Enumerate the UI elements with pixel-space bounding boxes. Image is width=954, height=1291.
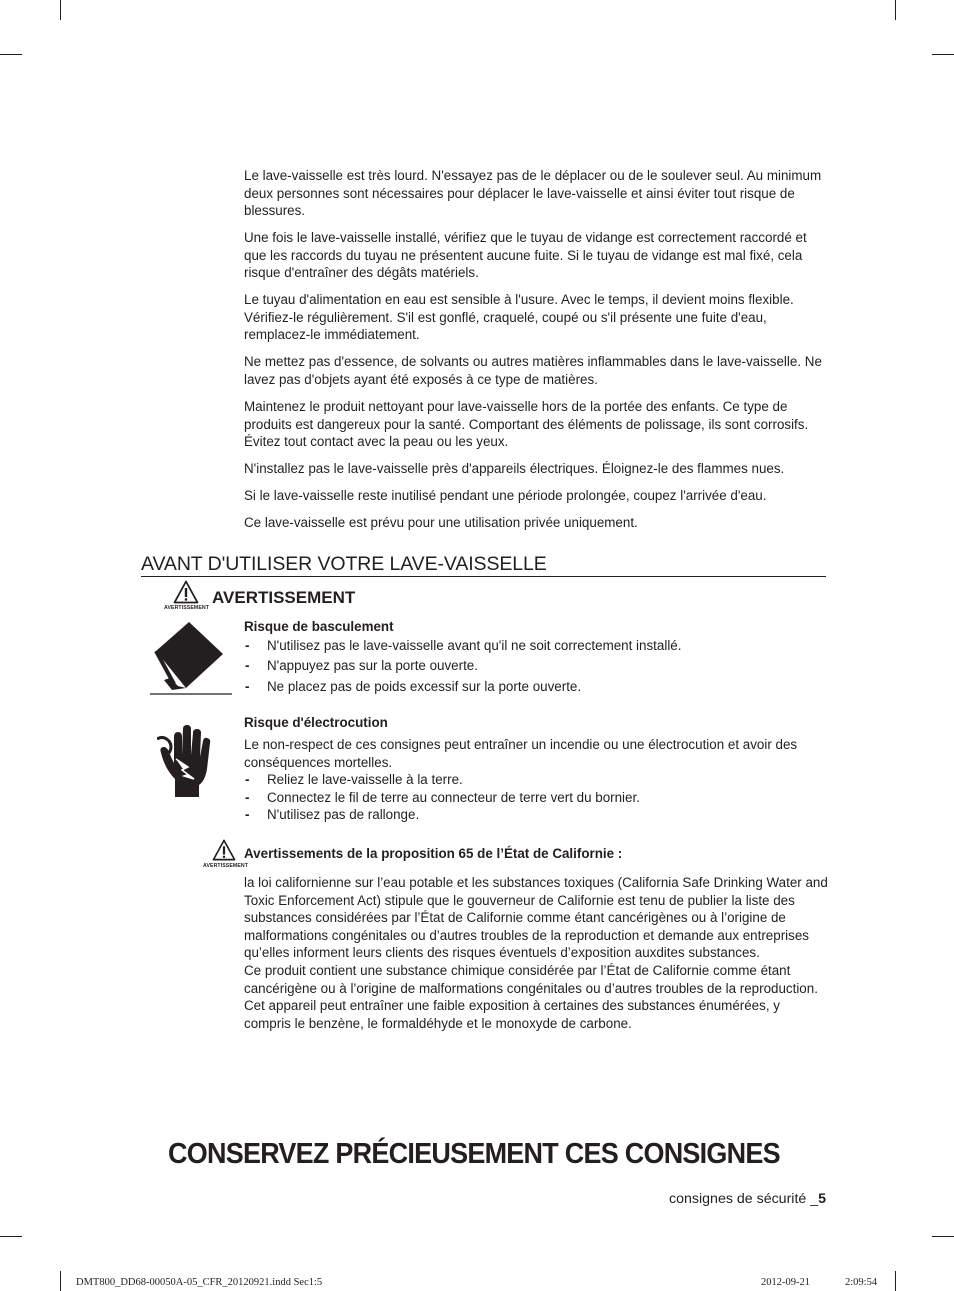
section-divider <box>141 576 826 577</box>
footer-label: consignes de sécurité _ <box>669 1191 819 1207</box>
tipping-risk-title: Risque de basculement <box>244 619 394 634</box>
print-slug-time: 2:09:54 <box>845 1277 878 1288</box>
shock-risk-title: Risque d'électrocution <box>244 715 388 730</box>
shock-intro: Le non-respect de ces consignes peut entraîner un incendie ou une électrocution et avoir des conséquences mortelles. <box>244 737 798 770</box>
warning-triangle-icon <box>212 839 236 861</box>
crop-mark <box>932 54 954 55</box>
prop65-paragraph: Ce produit contient une substance chimique considérée par l’État de Californie comme étant cancérigène ou à l’origine de malformations congénitales ou d’autres troubles de la reproduction. Cet appareil peut entraîner une faible exposition à certaines des substances énumérées, y compris le benzène, le formaldéhyde et le monoxyde de carbone. <box>244 962 818 1031</box>
electric-shock-hand-icon <box>157 723 219 799</box>
list-item: - Reliez le lave-vaisselle à la terre. <box>244 771 829 789</box>
prop65-text <box>244 874 829 1032</box>
safety-paragraph: N'installez pas le lave-vaisselle près d'appareils électriques. Éloignez-le des flammes nues. <box>244 461 785 476</box>
warning-triangle-icon <box>173 580 199 604</box>
list-item: - N'utilisez pas de rallonge. <box>244 806 829 824</box>
safety-paragraph: Le tuyau d'alimentation en eau est sensible à l'usure. Avec le temps, il devient moins flexible. Vérifiez-le régulièrement. S'il est gonflé, craquelé, coupé ou s'il présente une fuite d'eau, remplacez-le immédiatement. <box>244 292 794 343</box>
print-slug-date: 2012-09-21 <box>761 1277 810 1288</box>
tipping-hazard-icon <box>148 618 234 696</box>
print-slug-file: DMT800_DD68-00050A-05_CFR_20120921.indd Sec1:5 <box>76 1277 323 1288</box>
list-item: - Ne placez pas de poids excessif sur la porte ouverte. <box>244 677 829 697</box>
crop-mark <box>0 54 22 55</box>
keep-instructions-title: CONSERVEZ PRÉCIEUSEMENT CES CONSIGNES <box>168 1138 780 1170</box>
page-number: 5 <box>818 1191 826 1207</box>
section-title: AVANT D'UTILISER VOTRE LAVE-VAISSELLE <box>141 553 547 575</box>
page-footer <box>669 1191 826 1207</box>
warning-caption: AVERTISSEMENT <box>164 605 210 611</box>
crop-mark <box>60 0 61 20</box>
crop-mark <box>895 0 896 20</box>
warning-title: AVERTISSEMENT <box>212 588 356 607</box>
list-item: - Connectez le fil de terre au connecteur de terre vert du bornier. <box>244 789 829 807</box>
crop-mark <box>932 1236 954 1237</box>
safety-paragraph: Le lave-vaisselle est très lourd. N'essayez pas de le déplacer ou de le soulever seul. Au minimum deux personnes sont nécessaires pour déplacer le lave-vaisselle et ainsi éviter tout risque de blessures. <box>244 168 822 219</box>
tipping-list <box>244 636 829 697</box>
safety-paragraph: Ne mettez pas d'essence, de solvants ou autres matières inflammables dans le lave-vaisselle. Ne lavez pas d'objets ayant été exposés à ce type de matières. <box>244 354 822 387</box>
warning-caption: AVERTISSEMENT <box>203 863 249 869</box>
crop-mark <box>60 1271 61 1291</box>
prop65-paragraph: la loi californienne sur l’eau potable et les substances toxiques (California Safe Drinking Water and Toxic Enforcement Act) stipule que le gouverneur de Californie est tenu de publier la liste des substances considérées par l’État de Californie comme étant cancérigènes ou à l’origine de malformations congénitales ou d’autres troubles de la reproduction et demande aux entreprises qu’elles informent leurs clients des risques éventuels d’exposition auxdites substances. <box>244 875 828 961</box>
prop65-title: Avertissements de la proposition 65 de l’État de Californie : <box>244 846 623 861</box>
safety-paragraph: Si le lave-vaisselle reste inutilisé pendant une période prolongée, coupez l'arrivée d'eau. <box>244 488 767 503</box>
safety-paragraph: Maintenez le produit nettoyant pour lave-vaisselle hors de la portée des enfants. Ce type de produits est dangereux pour la santé. Comportant des éléments de polissage, ils sont corrosifs. Évitez tout contact avec la peau ou les yeux. <box>244 399 809 450</box>
list-item: - N'utilisez pas le lave-vaisselle avant qu'il ne soit correctement installé. <box>244 636 829 656</box>
safety-paragraph: Une fois le lave-vaisselle installé, vérifiez que le tuyau de vidange est correctement raccordé et que les raccords du tuyau ne présentent aucune fuite. Si le tuyau de vidange est mal fixé, cela risque d'entraîner des dégâts matériels. <box>244 230 807 281</box>
crop-mark <box>0 1236 22 1237</box>
list-item: - N'appuyez pas sur la porte ouverte. <box>244 656 829 676</box>
crop-mark <box>895 1271 896 1291</box>
shock-list <box>244 771 829 824</box>
safety-paragraph: Ce lave-vaisselle est prévu pour une utilisation privée uniquement. <box>244 515 638 530</box>
